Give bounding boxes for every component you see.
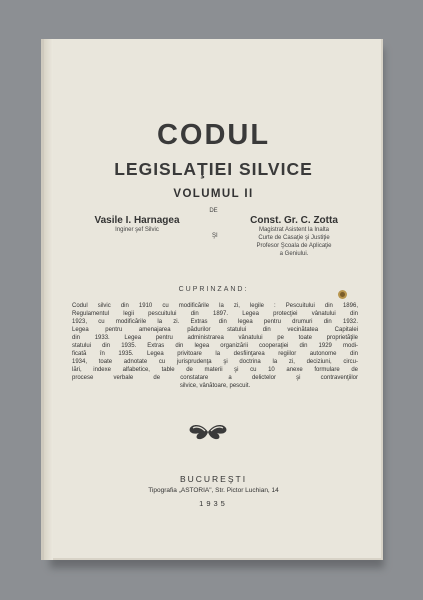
author-role: a Geniului. [279, 251, 309, 257]
contents-line: procese verbale de constatare a delictelor şi contravenţiilor [72, 375, 358, 381]
author-role: Magistrat Asistent la Inalta [258, 227, 330, 233]
stain-mark-center [340, 292, 345, 297]
year-label: 1935 [199, 499, 228, 508]
author-name: Const. Gr. C. Zotta [250, 215, 338, 226]
book-cover [41, 39, 383, 560]
author-name: Vasile I. Harnagea [94, 215, 180, 226]
author-right [229, 215, 359, 258]
author-left [72, 215, 202, 234]
ornament-icon [187, 422, 229, 442]
contents-line: 1934, toate adnotate cu jurisprudenţa şi doctrina la zi, deciziuni, circu- [72, 359, 358, 365]
contents-line: Codul silvic din 1910 cu modificările la zi, legile : Pescuitului din 1896, [72, 303, 358, 309]
contents-line: Regulamentul legii pescuitului din 1897. Legea protecţiei vânatului din [72, 311, 358, 317]
cover-subtitle: LEGISLAŢIEI SILVICE [114, 159, 313, 179]
contents-text [72, 302, 358, 390]
volume-label: VOLUMUL II [173, 188, 254, 200]
author-role: Curte de Casaţie şi Justiţie [258, 235, 330, 241]
contents-heading: CUPRINZAND: [178, 286, 249, 293]
author-role: Profesor Şcoala de Aplicaţie [256, 243, 332, 249]
contents-line: lări, indexe alfabetice, table de materii şi cu 10 anexe formulare de [72, 367, 358, 373]
by-label: DE [209, 208, 218, 214]
author-role: Inginer şef Silvic [115, 227, 159, 233]
contents-line: statului din 1935. Extras din legea organizării cooperaţiei din 1929 modi- [72, 343, 358, 349]
contents-line: Legea pentru amenajarea pădurilor statului din vecinătatea Capitalei [72, 327, 358, 333]
contents-line: 1923, cu modificările la zi. Extras din legea pentru drumuri din 1932. [72, 319, 358, 325]
printer-label: Tipografia „ASTORIA", Str. Pictor Luchian, 14 [148, 487, 279, 494]
cover-title: CODUL [156, 119, 271, 151]
contents-line: ficată în 1935. Legea privitoare la desfiinţarea regiilor autonome din [72, 351, 358, 357]
contents-line: din 1933. Legea pentru administrarea vânatului pe toate proprietăţile [72, 335, 358, 341]
contents-line: silvice, vânătoare, pescuit. [179, 383, 251, 389]
and-label: ŞI [212, 233, 218, 239]
city-label: BUCUREŞTI [179, 474, 248, 484]
